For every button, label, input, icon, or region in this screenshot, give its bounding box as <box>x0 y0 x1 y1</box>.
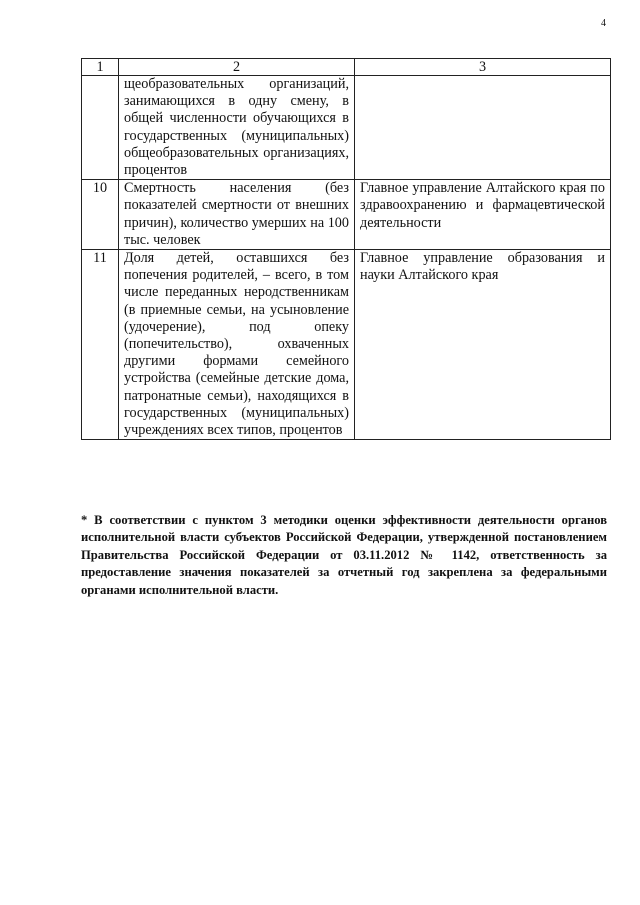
table-row <box>82 180 611 250</box>
responsible-cell <box>355 76 611 180</box>
indicators-table <box>81 58 611 440</box>
row-number <box>82 76 119 180</box>
indicator-cell: щеобразовательных организаций, занимающихся в одну смену, в общей численности обучающихся в государственных (муниципальных) общеобразовательных организациях, процентов <box>119 76 355 180</box>
column-header-2: 2 <box>119 59 355 76</box>
table-row <box>82 76 611 180</box>
responsible-cell: Главное управление образования и науки Алтайского края <box>355 250 611 440</box>
indicator-cell: Смертность населения (без показателей смертности от внешних причин), количество умерших на 100 тыс. человек <box>119 180 355 250</box>
row-number: 10 <box>82 180 119 250</box>
footnote: * В соответствии с пунктом 3 методики оценки эффективности деятельности органов исполнительной власти субъектов Российской Федерации, утвержденной постановлением Правительства Российской Федерации от 03.11.2012 № 1142, ответственность за предоставление значения показателей за отчетный год закреплена за федеральными органами исполнительной власти. <box>81 513 607 597</box>
page-number: 4 <box>601 18 606 29</box>
indicator-cell: Доля детей, оставшихся без попечения родителей, – всего, в том числе переданных неродственникам (в приемные семьи, на усыновление (удочерение), под опеку (попечительство), охваченных другими формами семейного устройства (семейные детские дома, патронатные семьи), находящихся в государственных (муниципальных) учреждениях всех типов, процентов <box>119 250 355 440</box>
responsible-cell: Главное управление Алтайского края по здравоохранению и фармацевтической деятельности <box>355 180 611 250</box>
table-row <box>82 250 611 440</box>
column-header-1: 1 <box>82 59 119 76</box>
table-header-row <box>82 59 611 76</box>
column-header-3: 3 <box>355 59 611 76</box>
row-number: 11 <box>82 250 119 440</box>
